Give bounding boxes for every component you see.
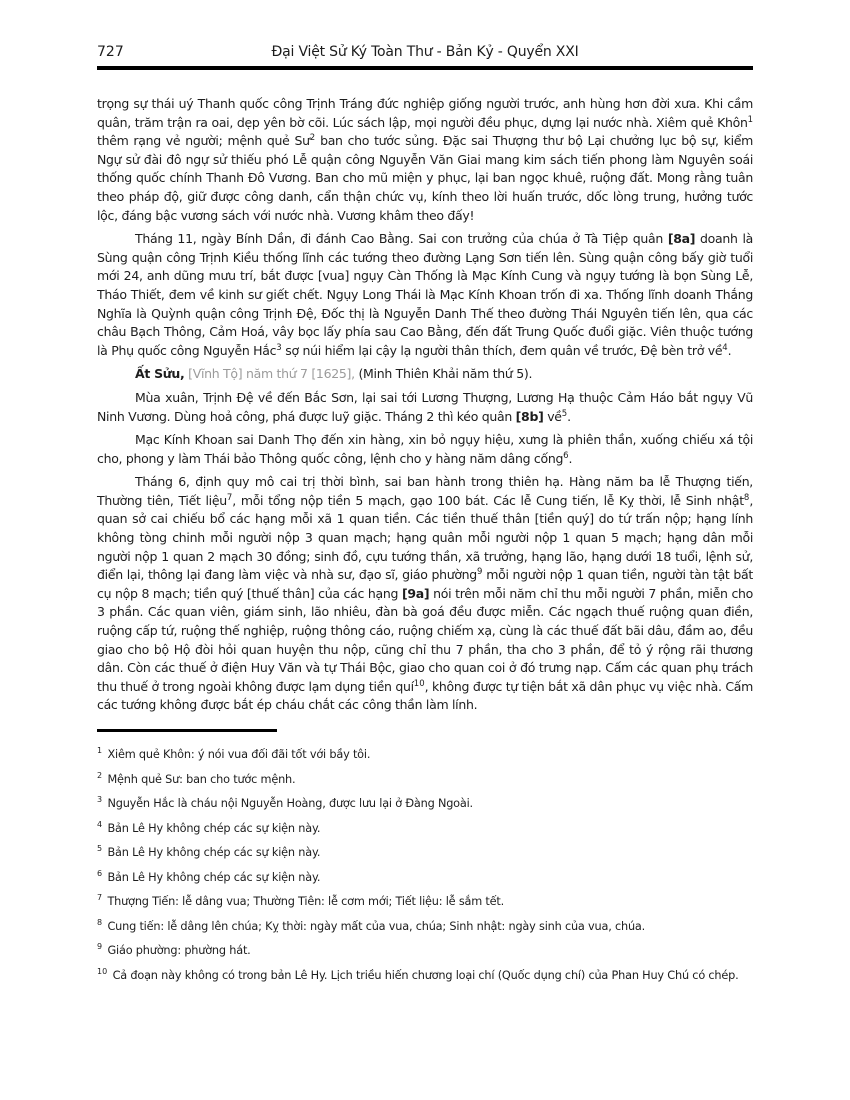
footnote-text: Mệnh quẻ Sư: ban cho tước mệnh.	[104, 772, 296, 786]
footnote-reference: 8	[743, 492, 750, 503]
footnote	[97, 966, 753, 983]
footnote	[97, 944, 753, 958]
footnote-separator	[97, 729, 277, 732]
bold-text: Ất Sửu,	[135, 366, 185, 382]
text-run: doanh là Sùng quận công Trịnh Kiều thống lĩnh các tướng theo đường Lạng Sơn tiến lên. Sùng quận công bấy giờ tuổi mới 24, anh dũng mưu trí, bắt được [vua] ngụy Càn Thống là Mạc Kính Cung và ngụy tướng là bọn Sùng Lễ, Tháo Thiết, đem về kinh sư giết chết. Ngụy Long Thái là Mạc Kính Khoan trốn đi xa. Thống lĩnh doanh Thắng Nghĩa là Quỳnh quận công Trịnh Đệ, Đốc thị là Nguyễn Danh Thế theo đường Thái Nguyên tiến lên, qua các châu Bạch Thông, Cảm Hoá, vây bọc lấy phía sau Cao Bằng, đến đất Trung Quốc đuổi giặc. Viên thuộc tướng là Phụ quốc công Nguyễn Hắc	[97, 231, 753, 358]
footnote-reference: 4	[722, 342, 728, 353]
footnote-number: 8	[97, 917, 103, 927]
footnote-text: Thượng Tiến: lễ dâng vua; Thường Tiên: lễ cơm mới; Tiết liệu: lễ sắm tết.	[104, 895, 505, 908]
paragraph	[97, 389, 753, 426]
text-run: về	[543, 408, 562, 424]
text-run: .	[727, 342, 732, 358]
footnote-number: 6	[97, 868, 103, 878]
footnote-text: Xiêm quẻ Khôn: ý nói vua đối đãi tốt với bầy tôi.	[104, 748, 371, 761]
text-run: , không được tự tiện bắt xã dân phục vụ việc nhà. Cấm các tướng không được bắt ép cháu chắt các công thần làm lính.	[97, 678, 753, 713]
text-run: Mạc Kính Khoan sai Danh Thọ đến xin hàng, xin bỏ ngụy hiệu, xưng là phiên thần, xuống chiếu xá tội cho, phong y làm Thái bảo Thông quốc công, lệnh cho y hàng năm dâng cống	[97, 432, 753, 466]
footnote-reference: 6	[563, 450, 569, 461]
footnote-number: 3	[97, 795, 103, 805]
text-run: nói trên mỗi năm chỉ thu mỗi người 7 phần, miễn cho 3 phần. Các quan viên, giám sinh, lão nhiêu, đàn bà goá đều được miễn. Các ngạch thuế ruộng quan điền, ruộng cấp tứ, ruộng thế nghiệp, ruộng thông cáo, ruộng chiếm xạ, cùng là các thuế đất bãi dâu, đầm ao, đều giao cho bộ Hộ đòi hỏi quan huyện thu nộp, cũng chỉ thu 7 phần, tha cho 3 phần, để tỏ ý rộng rãi thương dân. Còn các thuế ở điện Huy Văn và tự Thái Bộc, giao cho quan coi ở đó trưng nạp. Cấm các quan phụ trách thu thuế ở trong ngoài không được lạm dụng tiền quí	[97, 585, 753, 694]
footnote	[97, 819, 753, 836]
paragraph	[97, 431, 753, 468]
text-run: , quan sở cai chiếu bổ các hạng mỗi xã 1 quan tiền. Các tiền thuế thân [tiền quý] do tứ trấn nộp; hạng lính không tòng chinh mỗi người nộp 3 quan mạch; hạng quân mỗi người nộp 1 quan 5 mạch; hạng dân mỗi người nộp 1 quan 2 mạch 30 đồng; sinh đồ, cựu tướng thần, xã trưởng, hạng lão, hạng dưới 18 tuổi, lệnh sử, điển lại, thông lại đang làm việc và nhà sư, đạo sĩ, giáo phường	[97, 492, 753, 583]
text-run: sợ núi hiểm lại cậy lạ người thân thích, đem quân về trước, Đệ bèn trở về	[281, 342, 723, 358]
footnote-reference: 5	[561, 408, 568, 419]
footnote-reference: 9	[476, 567, 483, 578]
text-run: (Minh Thiên Khải năm thứ 5).	[354, 366, 533, 382]
page-title: Đại Việt Sử Ký Toàn Thư - Bản Kỷ - Quyển XXI	[271, 44, 579, 60]
body-text	[97, 70, 753, 715]
footnote-text: Cung tiến: lễ dâng lên chúa; Kỵ thời: ngày mất của vua, chúa; Sinh nhật: ngày sinh của vua, chúa.	[104, 919, 646, 933]
text-run: Mùa xuân, Trịnh Đệ về đến Bắc Sơn, lại sai tới Lương Thượng, Lương Hạ thuộc Cảm Háo bắt ngụy Vũ Ninh Vương. Dùng hoả công, phá được luỹ giặc. Tháng 2 thì kéo quân	[97, 389, 753, 424]
bold-text: [8a]	[667, 231, 696, 247]
footnotes-list	[97, 748, 753, 982]
footnotes-section	[97, 729, 753, 982]
footnote-text: Nguyễn Hắc là cháu nội Nguyễn Hoàng, được lưu lại ở Đàng Ngoài.	[104, 797, 473, 810]
footnote-number: 4	[97, 819, 103, 829]
footnote-text: Bản Lê Hy không chép các sự kiện này.	[104, 846, 321, 859]
text-run: Tháng 11, ngày Bính Dần, đi đánh Cao Bằng. Sai con trưởng của chúa ở Tà Tiệp quân	[135, 231, 668, 247]
footnote	[97, 770, 753, 787]
text-run: , mỗi tổng nộp tiền 5 mạch, gạo 100 bát. Các lễ Cung tiến, lễ Kỵ thời, lễ Sinh nhật	[232, 492, 744, 508]
page-number: 727	[97, 44, 124, 60]
footnote-number: 2	[97, 770, 103, 780]
footnote-number: 7	[97, 893, 103, 903]
footnote-text: Cả đoạn này không có trong bản Lê Hy. Lịch triều hiến chương loại chí (Quốc dụng chí) của Phan Huy Chú có chép.	[109, 968, 739, 982]
text-run: ban cho tước sủng. Đặc sai Thượng thư bộ Lại chưởng lục bộ sự, kiểm Ngự sử đài đô ngự sử thiếu phó Lễ quận công Nguyễn Văn Giai mang kim sách tiến phong làm Nguyên soái thống quốc chính Thanh Đô Vương. Ban cho mũ miện y phục, lại ban ngọc khuê, ruộng đất. Mong rằng tuân theo pháp độ, giữ được công danh, cẩn thận chức vụ, kính theo lời huấn trước, dốc lòng trung, hưởng tước lộc, đáng bậc vương sách với nước nhà. Vương khâm theo đấy!	[97, 133, 754, 223]
footnote	[97, 748, 753, 762]
footnote	[97, 868, 753, 885]
footnote-number: 1	[97, 746, 103, 756]
footnote-number: 5	[97, 844, 103, 854]
footnote	[97, 797, 753, 811]
footnote	[97, 895, 753, 909]
footnote-text: Giáo phường: phường hát.	[104, 944, 251, 957]
bold-text: [9a]	[401, 585, 430, 601]
footnote-number: 9	[97, 942, 103, 952]
footnote	[97, 917, 753, 934]
footnote-reference: 2	[309, 133, 316, 144]
footnote-text: Bản Lê Hy không chép các sự kiện này.	[104, 870, 321, 884]
text-run: .	[568, 450, 573, 466]
footnote-text: Bản Lê Hy không chép các sự kiện này.	[104, 821, 321, 835]
text-run: thêm rạng vẻ người; mệnh quẻ Sư	[97, 133, 310, 149]
page-header	[97, 0, 753, 66]
footnote-reference: 3	[276, 342, 282, 353]
paragraph	[97, 95, 753, 225]
paragraph	[97, 230, 753, 360]
bold-text: [8b]	[515, 408, 544, 424]
footnote-reference: 7	[226, 492, 233, 503]
text-run: .	[567, 408, 571, 424]
paragraph	[97, 365, 753, 384]
muted-text: [Vĩnh Tộ] năm thứ 7 [1625],	[184, 366, 355, 382]
paragraph	[97, 473, 753, 715]
text-run: trọng sự thái uý Thanh quốc công Trịnh Tráng đức nghiệp giống người trước, anh hùng hơn đời xưa. Khi cầm quân, trăm trận ra oai, dẹp yên bờ cõi. Lúc sách lập, mọi người đều phục, dựng lại nước nhà. Xiêm quẻ Khôn	[97, 96, 753, 130]
text-run: Tháng 6, định quy mô cai trị thời bình, sai ban hành trong thiên hạ. Hàng năm ba lễ Thượng tiến, Thường tiên, Tiết liệu	[97, 474, 753, 508]
text-run: mỗi người nộp 1 quan tiền, người tàn tật bất cụ nộp 8 mạch; tiền quý [thuế thân] của các hạng	[97, 567, 753, 601]
footnote-reference: 1	[747, 114, 753, 125]
footnote	[97, 846, 753, 860]
footnote-number: 10	[97, 966, 108, 976]
footnote-reference: 10	[413, 678, 425, 689]
